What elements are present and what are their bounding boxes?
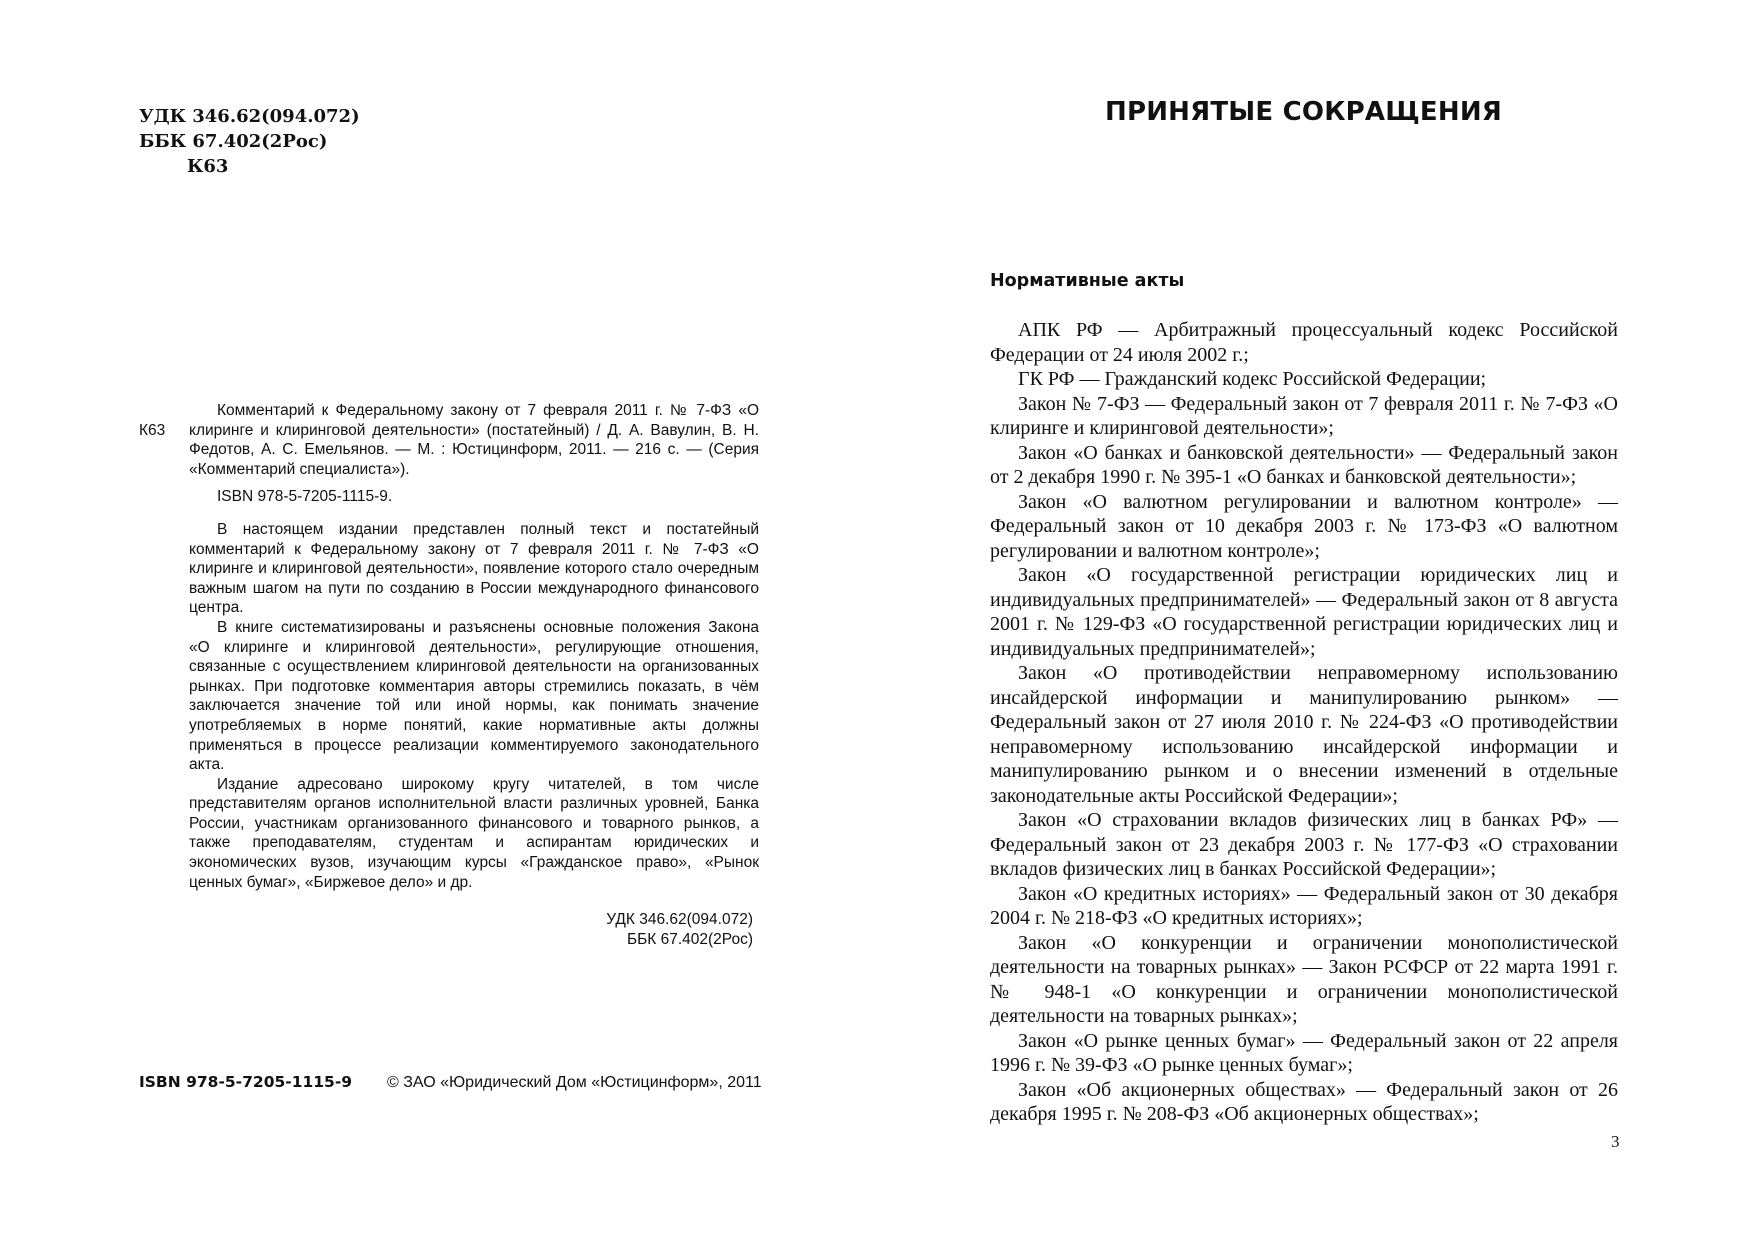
author-code: К63 <box>187 156 229 177</box>
abbreviation-list <box>990 318 1618 1127</box>
footer-copyright: © ЗАО «Юридический Дом «Юстицинформ», 2011 <box>387 1074 762 1091</box>
annotation-paragraph: Издание адресовано широкому кругу читателей, в том числе представителям органов исполнительной власти различных уровней, Банка России, участникам организованного финансового и товарного рынков, а также преподавателям, студентам и аспирантам юридических и экономических вузов, изучающим курсы «Гражданское право», «Рынок ценных бумаг», «Биржевое дело» и др. <box>189 775 759 891</box>
bibliographic-record <box>139 401 759 949</box>
abbreviation-entry: Закон «О страховании вкладов физических лиц в банках РФ» — Федеральный закон от 23 декабря 2003 г. № 177-ФЗ «О страховании вкладов физических лиц в банках Российской Федерации»; <box>990 809 1618 880</box>
left-page <box>0 0 877 1241</box>
record-isbn: ISBN 978-5-7205-1115-9. <box>217 488 393 506</box>
record-bbk: ББК 67.402(2Рос) <box>626 930 753 948</box>
abbreviation-entry: ГК РФ — Гражданский кодекс Российской Федерации; <box>1018 368 1487 390</box>
abbreviation-entry: Закон «О кредитных историях» — Федеральный закон от 30 декабря 2004 г. № 218-ФЗ «О кредитных историях»; <box>990 882 1618 929</box>
abbreviation-entry: Закон № 7-ФЗ — Федеральный закон от 7 февраля 2011 г. № 7-ФЗ «О клиринге и клиринговой деятельности»; <box>990 392 1618 439</box>
record-classification-codes <box>139 910 759 949</box>
page-number: 3 <box>1611 1132 1620 1151</box>
udk-code: УДК 346.62(094.072) <box>139 106 360 127</box>
bbk-code: ББК 67.402(2Рос) <box>139 131 328 152</box>
record-description-row <box>139 401 759 479</box>
page-title: ПРИНЯТЫЕ СОКРАЩЕНИЯ <box>1105 97 1503 127</box>
abbreviation-entry: Закон «О рынке ценных бумаг» — Федеральный закон от 22 апреля 1996 г. № 39-ФЗ «О рынке ценных бумаг»; <box>990 1029 1618 1076</box>
classification-header <box>139 104 360 179</box>
right-page <box>877 0 1755 1241</box>
abbreviation-entry: Закон «О противодействии неправомерному использованию инсайдерской информации и манипулированию рынком» — Федеральный закон от 27 июля 2010 г. № 224-ФЗ «О противодействии неправомерному использованию инсайдерской информации и манипулированию рынком и о внесении изменений в отдельные законодательные акты Российской Федерации»; <box>990 662 1618 807</box>
footer-isbn: ISBN 978-5-7205-1115-9 <box>139 1073 353 1091</box>
abbreviation-entry: Закон «О конкуренции и ограничении монополистической деятельности на товарных рынках» — Закон РСФСР от 22 марта 1991 г. № 948-1 «О конкуренции и ограничении монополистической деятельности на товарных рынках»; <box>990 931 1618 1027</box>
abbreviation-entry: Закон «О банках и банковской деятельности» — Федеральный закон от 2 декабря 1990 г. № 395-1 «О банках и банковской деятельности»; <box>990 441 1618 488</box>
section-heading: Нормативные акты <box>990 271 1185 291</box>
annotation-paragraph: В настоящем издании представлен полный текст и постатейный комментарий к Федеральному закону от 7 февраля 2011 г. № 7-ФЗ «О клиринге и клиринговой деятельности», появление которого стало очередным важным шагом на пути по созданию в России международного финансового центра. <box>189 520 759 617</box>
abbreviation-entry: АПК РФ — Арбитражный процессуальный кодекс Российской Федерации от 24 июля 2002 г.; <box>990 319 1618 366</box>
annotation-paragraph: В книге систематизированы и разъяснены основные положения Закона «О клиринге и клиринговой деятельности», регулирующие отношения, связанные с осуществлением клиринговой деятельности на организованных рынках. При подготовке комментария авторы стремились показать, в чём заключается значение той или иной нормы, как понимать значение употребляемых в норме понятий, какие нормативные акты должны применяться в процессе реализации комментируемого законодательного акта. <box>189 618 759 774</box>
record-udk: УДК 346.62(094.072) <box>606 911 753 929</box>
abbreviation-entry: Закон «О валютном регулировании и валютном контроле» — Федеральный закон от 10 декабря 2003 г. № 173-ФЗ «О валютном регулировании и валютном контроле»; <box>990 490 1618 562</box>
record-description: Комментарий к Федеральному закону от 7 февраля 2011 г. № 7-ФЗ «О клиринге и клиринговой деятельности» (постатейный) / Д. А. Вавулин, В. Н. Федотов, А. С. Емельянов. — М. : Юстицинформ, 2011. — 216 с. — (Серия «Комментарий специалиста»). <box>189 402 759 478</box>
abbreviation-entry: Закон «Об акционерных обществах» — Федеральный закон от 26 декабря 1995 г. № 208-ФЗ «Об акционерных обществах»; <box>990 1078 1618 1125</box>
annotation <box>139 520 759 892</box>
abbreviation-entry: Закон «О государственной регистрации юридических лиц и индивидуальных предпринимателей» — Федеральный закон от 8 августа 2001 г. № 129-ФЗ «О государственной регистрации юридических лиц и индивидуальных предпринимателей»; <box>990 564 1618 660</box>
record-author-code: К63 <box>139 421 166 439</box>
